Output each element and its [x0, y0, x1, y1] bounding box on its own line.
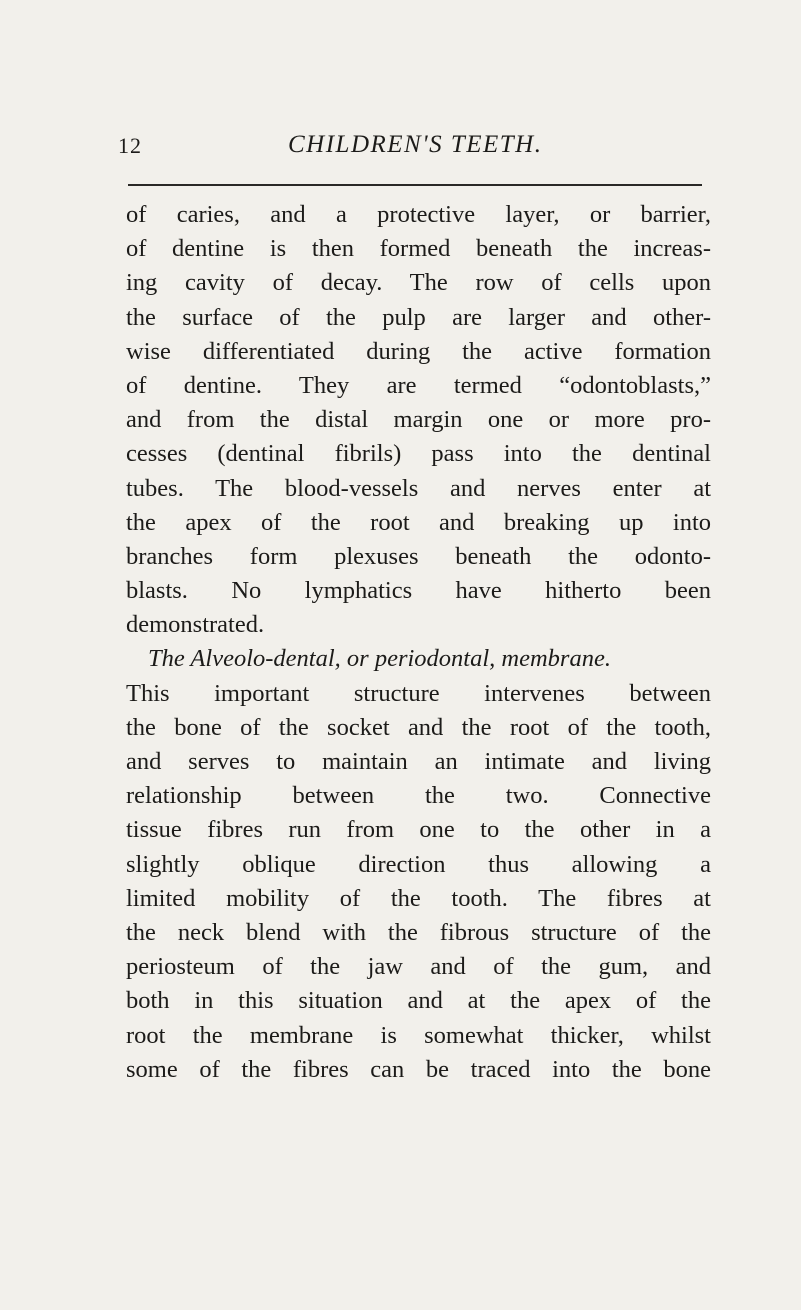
text-line: relationship between the two. Connective	[126, 782, 711, 810]
section-heading: The Alveolo-dental, or periodontal, membrane.	[148, 645, 611, 673]
text-line: branches form plexuses beneath the odonto-	[126, 542, 711, 570]
text-line: the apex of the root and breaking up into	[126, 508, 711, 536]
text-line: and from the distal margin one or more pro-	[126, 406, 711, 434]
text-line: both in this situation and at the apex of the	[126, 987, 711, 1015]
text-line: tubes. The blood-vessels and nerves enter at	[126, 474, 711, 502]
text-line: some of the fibres can be traced into the bone	[126, 1055, 711, 1083]
text-line: of dentine. They are termed “odontoblasts,”	[126, 371, 711, 399]
text-line: This important structure intervenes between	[126, 679, 711, 707]
page-header	[118, 131, 718, 165]
body-text	[126, 198, 711, 1087]
text-line: of caries, and a protective layer, or barrier,	[126, 201, 711, 228]
page-number: 12	[118, 133, 142, 158]
text-line: of dentine is then formed beneath the increas-	[126, 235, 711, 263]
header-rule	[128, 184, 702, 186]
text-line: slightly oblique direction thus allowing a	[126, 850, 711, 878]
running-title: CHILDREN'S TEETH.	[288, 131, 543, 158]
text-line: ing cavity of decay. The row of cells upon	[126, 269, 711, 297]
text-line: root the membrane is somewhat thicker, whilst	[126, 1021, 711, 1049]
text-line: blasts. No lymphatics have hitherto been	[126, 577, 711, 605]
text-line: the neck blend with the fibrous structure of the	[126, 918, 711, 946]
text-line: and serves to maintain an intimate and living	[126, 748, 711, 775]
text-line: tissue fibres run from one to the other in a	[126, 816, 711, 844]
text-line: wise differentiated during the active formation	[126, 337, 711, 365]
text-line: periosteum of the jaw and of the gum, and	[126, 953, 711, 981]
text-line: demonstrated.	[126, 611, 265, 639]
text-line: the bone of the socket and the root of the tooth,	[126, 713, 711, 741]
text-line: cesses (dentinal fibrils) pass into the dentinal	[126, 440, 711, 468]
text-line: the surface of the pulp are larger and other-	[126, 303, 711, 331]
text-line: limited mobility of the tooth. The fibres at	[126, 884, 711, 912]
